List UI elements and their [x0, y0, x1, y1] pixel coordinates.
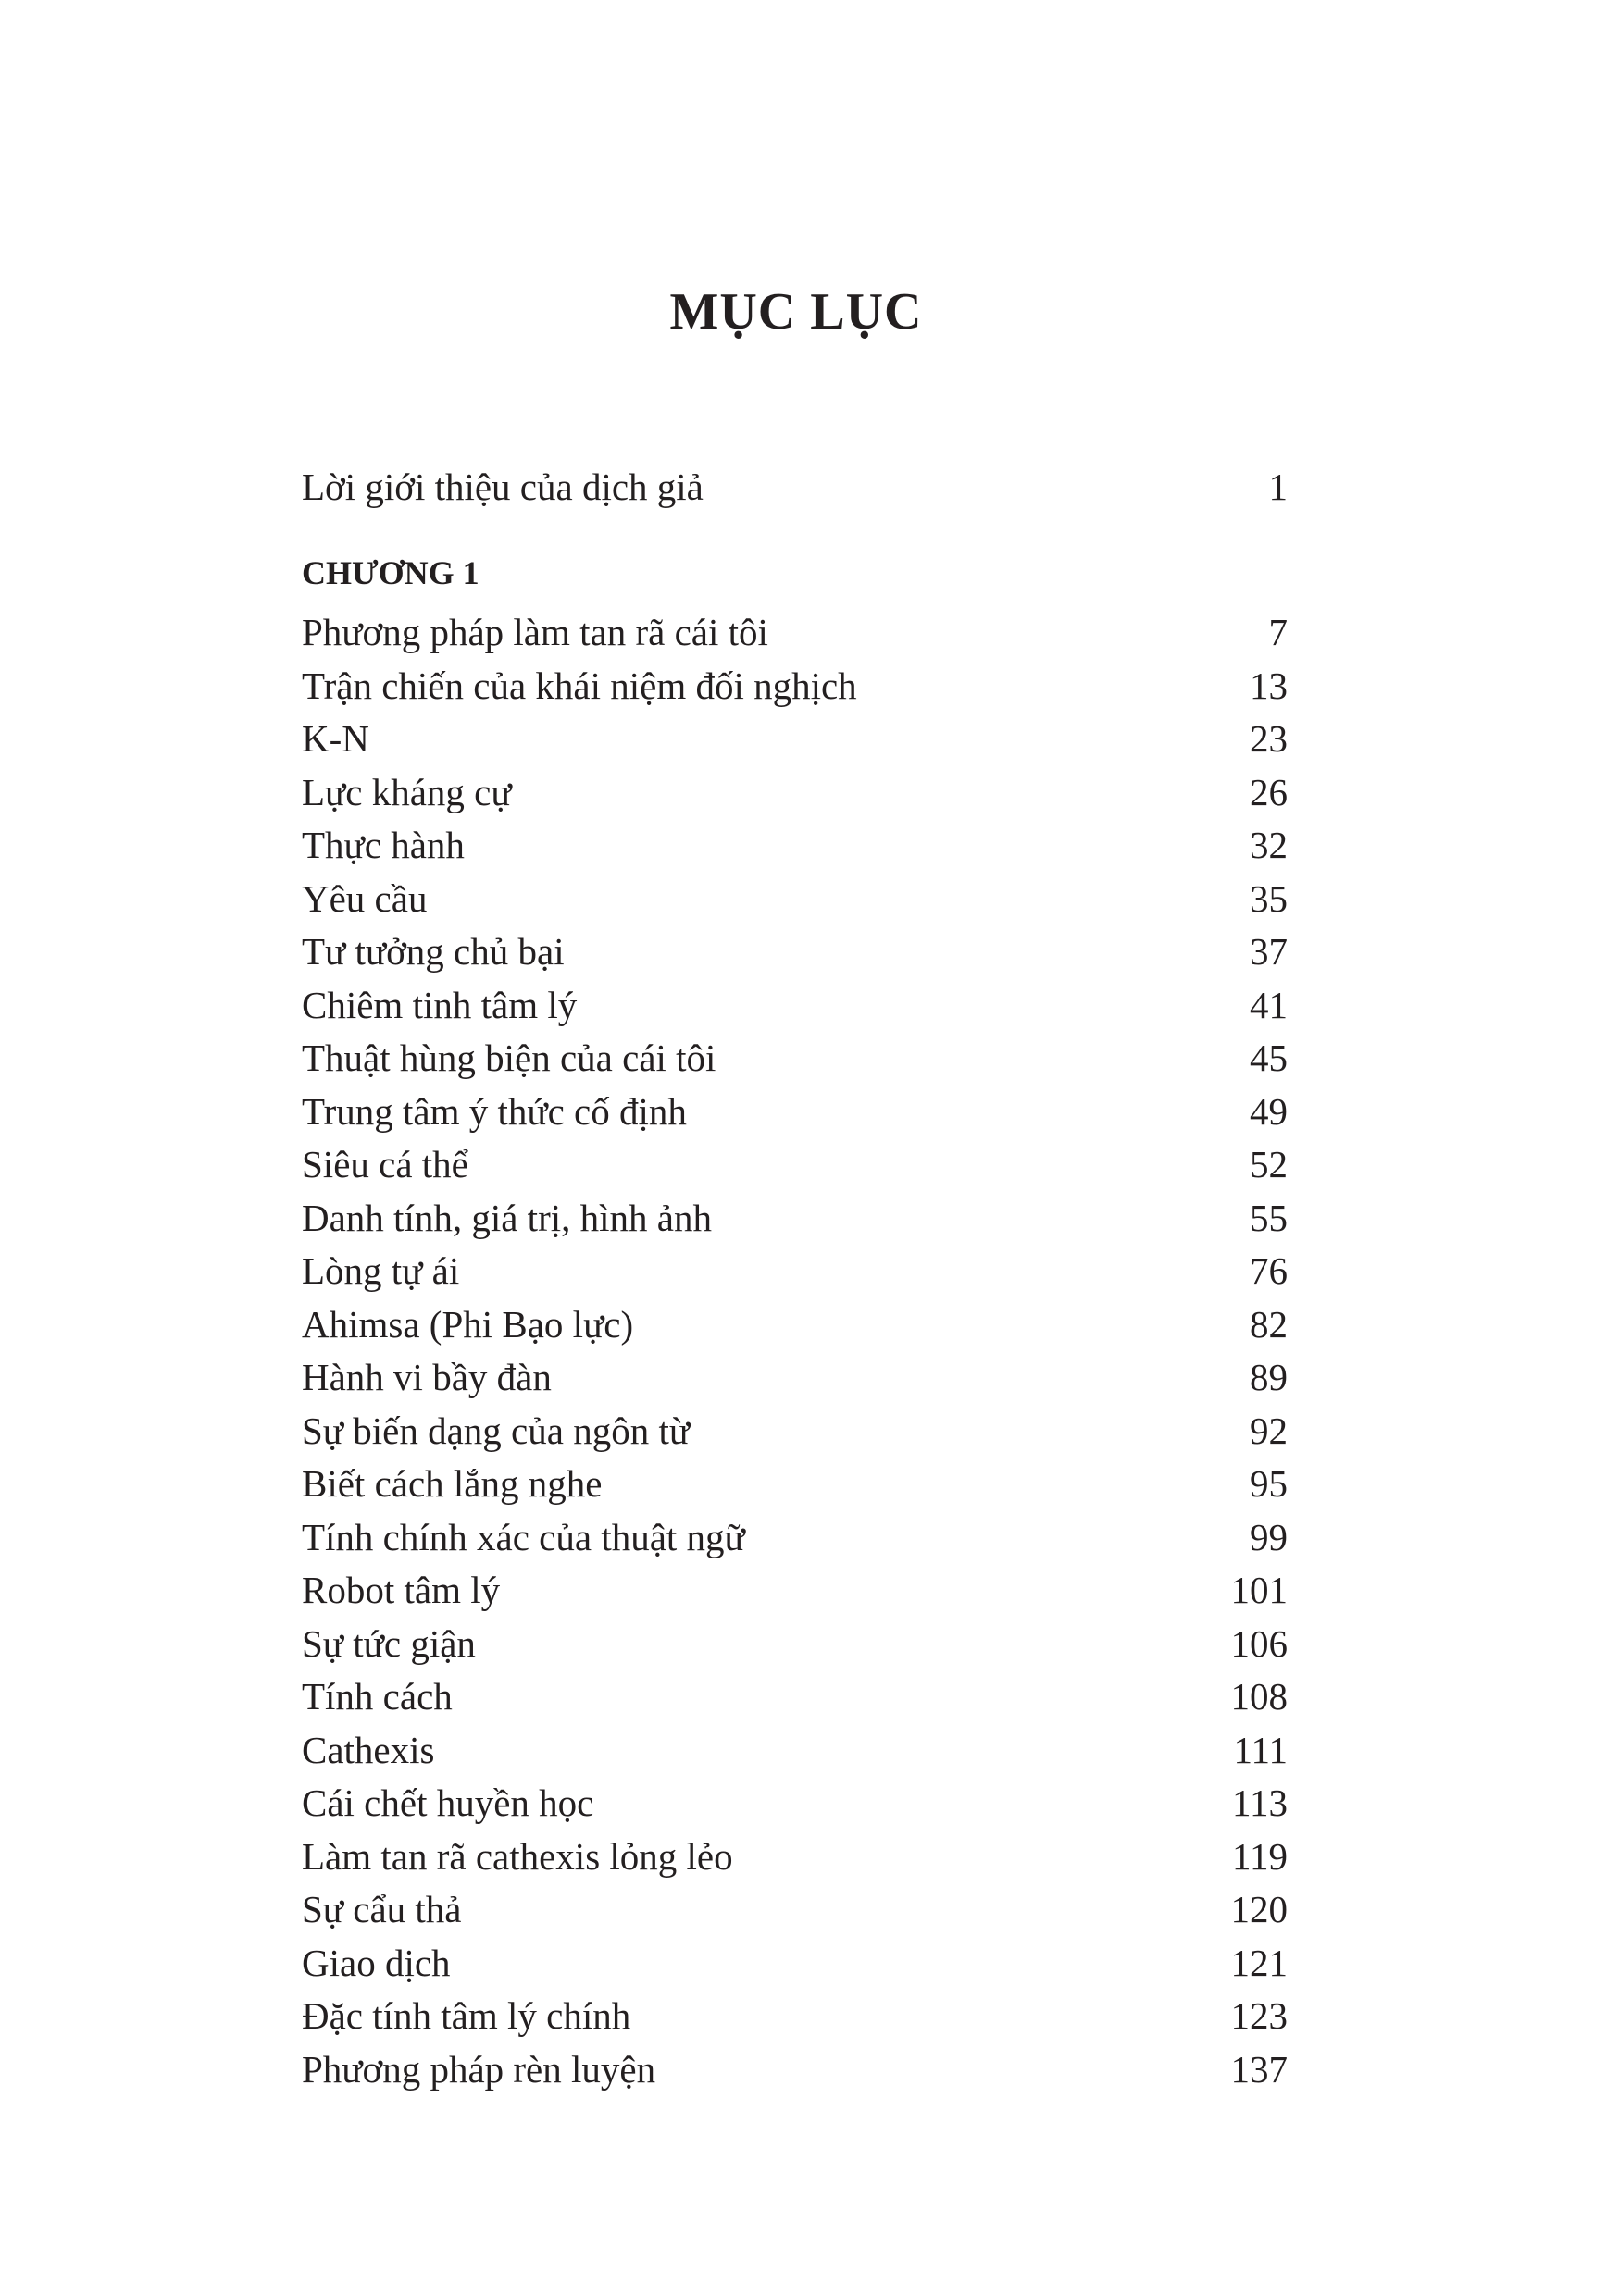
toc-entry[interactable]	[302, 766, 1288, 820]
toc-entry[interactable]	[302, 1937, 1288, 1991]
toc-entry-label: Sự cẩu thả	[302, 1888, 462, 1930]
toc-entry-label: Trận chiến của khái niệm đối nghịch	[302, 664, 857, 707]
toc-entry-page: 123	[1230, 1994, 1288, 2037]
toc-entry[interactable]	[302, 713, 1288, 766]
toc-entry-page: 1	[1268, 465, 1288, 508]
chapter-heading: CHƯƠNG 1	[302, 554, 479, 591]
page-title: MỤC LỤC	[669, 283, 923, 341]
toc-entry-label: Hành vi bầy đàn	[302, 1356, 552, 1398]
toc-entry[interactable]	[302, 925, 1288, 979]
toc-entry-page: 49	[1250, 1089, 1288, 1133]
toc-entry[interactable]	[302, 1351, 1288, 1405]
toc-entry[interactable]	[302, 1724, 1288, 1778]
toc-entry[interactable]	[302, 1245, 1288, 1298]
toc-entry-label: Biết cách lắng nghe	[302, 1462, 603, 1505]
toc-entry-page: 35	[1250, 876, 1288, 920]
toc-list	[302, 606, 1288, 2096]
toc-entry[interactable]	[302, 1032, 1288, 1086]
toc-entry-label: Giao dịch	[302, 1941, 451, 1984]
toc-entry-page: 95	[1250, 1462, 1288, 1505]
toc-entry[interactable]	[302, 1777, 1288, 1831]
toc-entry-label: Trung tâm ý thức cố định	[302, 1089, 687, 1133]
toc-entry-label: Làm tan rã cathexis lỏng lẻo	[302, 1834, 733, 1878]
toc-entry-label: Yêu cầu	[302, 876, 428, 920]
toc-entry[interactable]	[302, 1831, 1288, 1884]
toc-entry[interactable]	[302, 1192, 1288, 1246]
toc-entry[interactable]	[302, 1405, 1288, 1458]
toc-entry[interactable]	[302, 2043, 1288, 2097]
toc-entry-page: 101	[1230, 1569, 1288, 1611]
toc-entry[interactable]	[302, 660, 1288, 714]
toc-entry-page: 55	[1250, 1196, 1288, 1239]
toc-entry-label: Thực hành	[302, 824, 465, 866]
toc-entry-label: Phương pháp làm tan rã cái tôi	[302, 611, 768, 653]
toc-entry-page: 121	[1230, 1941, 1288, 1984]
toc-entry-page: 111	[1233, 1728, 1288, 1771]
toc-entry-label: Phương pháp rèn luyện	[302, 2047, 656, 2091]
toc-entry-page: 99	[1250, 1515, 1288, 1558]
toc-entry-page: 108	[1230, 1675, 1288, 1718]
toc-entry-label: Lực kháng cự	[302, 770, 512, 813]
toc-entry[interactable]	[302, 979, 1288, 1033]
toc-entry[interactable]	[302, 873, 1288, 926]
toc-entry[interactable]	[302, 819, 1288, 873]
toc-entry-page: 89	[1250, 1356, 1288, 1398]
toc-entry-page: 52	[1250, 1143, 1288, 1185]
toc-entry[interactable]	[302, 606, 1288, 660]
toc-entry-label: Tư tưởng chủ bại	[302, 930, 565, 973]
toc-entry-page: 26	[1250, 770, 1288, 813]
toc-entry-page: 7	[1268, 611, 1288, 653]
toc-entry-label: Siêu cá thể	[302, 1143, 468, 1185]
toc-entry-page: 32	[1250, 824, 1288, 866]
toc-entry-page: 137	[1230, 2047, 1288, 2091]
toc-entry-label: Tính chính xác của thuật ngữ	[302, 1515, 745, 1558]
toc-entry-page: 13	[1250, 664, 1288, 707]
toc-entry-label: Cathexis	[302, 1728, 435, 1771]
toc-entry-page: 120	[1230, 1888, 1288, 1930]
toc-entry[interactable]	[302, 1564, 1288, 1618]
toc-entry-label: Robot tâm lý	[302, 1569, 501, 1611]
toc-entry-page: 37	[1250, 930, 1288, 973]
toc-entry[interactable]	[302, 1298, 1288, 1352]
toc-entry-label: Sự biến dạng của ngôn từ	[302, 1409, 691, 1452]
toc-entry-label: Danh tính, giá trị, hình ảnh	[302, 1196, 712, 1239]
toc-entry-page: 106	[1230, 1621, 1288, 1665]
toc-entry-label: Thuật hùng biện của cái tôi	[302, 1036, 716, 1079]
toc-entry-page: 82	[1250, 1302, 1288, 1346]
toc-entry-page: 41	[1250, 983, 1288, 1026]
toc-entry-page: 45	[1250, 1036, 1288, 1079]
toc-entry-label: Cái chết huyền học	[302, 1781, 594, 1824]
toc-entry[interactable]	[302, 1670, 1288, 1724]
toc-entry-label: Ahimsa (Phi Bạo lực)	[302, 1302, 634, 1346]
toc-entry-label: Sự tức giận	[302, 1621, 476, 1665]
toc-entry[interactable]	[302, 1511, 1288, 1565]
toc-entry-page: 113	[1232, 1781, 1288, 1824]
toc-entry-page: 92	[1250, 1409, 1288, 1452]
toc-entry[interactable]	[302, 1458, 1288, 1511]
toc-entry-label: Lời giới thiệu của dịch giả	[302, 465, 704, 508]
toc-entry-label: Lòng tự ái	[302, 1249, 460, 1292]
toc-entry-label: Tính cách	[302, 1675, 453, 1718]
toc-entry-label: K-N	[302, 717, 369, 760]
toc-entry-label: Đặc tính tâm lý chính	[302, 1994, 631, 2037]
toc-entry[interactable]	[302, 1990, 1288, 2043]
toc-entry-page: 23	[1250, 717, 1288, 760]
toc-entry[interactable]	[302, 1086, 1288, 1139]
toc-entry-intro[interactable]	[302, 460, 1288, 514]
toc-entry-page: 76	[1250, 1249, 1288, 1292]
toc-entry[interactable]	[302, 1618, 1288, 1671]
toc-entry[interactable]	[302, 1138, 1288, 1192]
toc-entry-label: Chiêm tinh tâm lý	[302, 983, 578, 1026]
toc-entry[interactable]	[302, 1883, 1288, 1937]
toc-entry-page: 119	[1232, 1834, 1288, 1878]
